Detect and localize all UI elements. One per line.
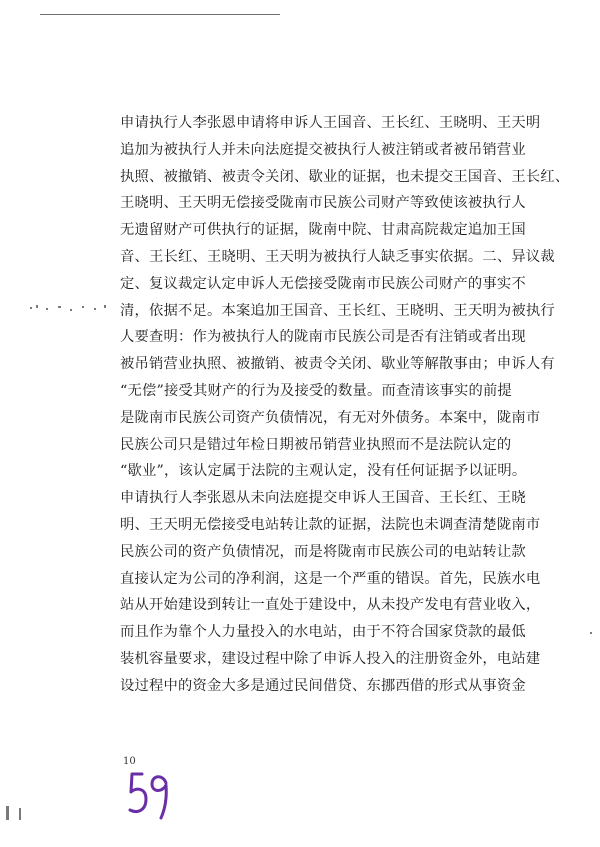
text-line: 站从开始建设到转让一直处于建设中，从未投产发电有营业收入， <box>120 597 541 614</box>
page-number: 10 <box>123 756 136 767</box>
scan-speck <box>82 306 84 308</box>
scan-speck <box>36 305 38 308</box>
text-line: 被吊销营业执照、被撤销、被责令关闭、歇业等解散事由；申诉人有 <box>120 356 555 373</box>
top-rule <box>40 14 280 15</box>
scan-speck <box>6 806 9 820</box>
text-line: 清，依据不足。本案追加王国音、王长红、王晓明、王天明为被执行 <box>120 302 555 319</box>
text-line: “歇业”，该认定属于法院的主观认定，没有任何证据予以证明。 <box>120 463 527 480</box>
handwritten-page-number <box>126 766 174 826</box>
scan-speck <box>94 308 96 310</box>
text-line: 音、王长红、王晓明、王天明为被执行人缺乏事实依据。二、异议裁 <box>120 248 555 265</box>
text-line: 定、复议裁定认定申诉人无偿接受陇南市民族公司财产的事实不 <box>120 275 526 292</box>
text-line: 民族公司只是错过年检日期被吊销营业执照而不是法院认定的 <box>120 436 512 453</box>
scan-speck <box>70 309 72 311</box>
text-line: 直接认定为公司的净利润，这是一个严重的错误。首先，民族水电 <box>120 570 541 587</box>
scan-speck <box>19 808 21 820</box>
handwritten-59-icon <box>126 766 174 822</box>
body-text <box>120 110 580 700</box>
text-line: 而且作为靠个人力量投入的水电站，由于不符合国家贷款的最低 <box>120 624 526 641</box>
text-line: 明、王天明无偿接受电站转让款的证据，法院也未调查清楚陇南市 <box>120 516 541 533</box>
scan-speck <box>58 306 61 308</box>
scan-speck <box>590 632 592 634</box>
text-line: 申请执行人李张恩申请将申诉人王国音、王长红、王晓明、王天明 <box>120 115 541 131</box>
text-line: “无偿”接受其财产的行为及接受的数量。而查清该事实的前提 <box>120 382 512 399</box>
text-line: 无遗留财产可供执行的证据，陇南中院、甘肃高院裁定追加王国 <box>120 222 526 239</box>
text-line: 是陇南市民族公司资产负债情况，有无对外债务。本案中，陇南市 <box>120 409 541 426</box>
text-line: 王晓明、王天明无偿接受陇南市民族公司财产等致使该被执行人 <box>120 195 526 212</box>
text-line: 民族公司的资产负债情况，而是将陇南市民族公司的电站转让款 <box>120 543 526 560</box>
text-line: 人要查明：作为被执行人的陇南市民族公司是否有注销或者出现 <box>120 329 526 346</box>
scan-speck <box>30 307 32 309</box>
text-line: 装机容量要求，建设过程中除了申诉人投入的注册资金外，电站建 <box>120 650 541 667</box>
scan-speck <box>46 308 48 310</box>
text-line: 申请执行人李张恩从未向法庭提交申诉人王国音、王长红、王晓 <box>120 490 526 507</box>
text-line: 设过程中的资金大多是通过民间借贷、东挪西借的形式从事资金 <box>120 677 526 694</box>
scan-speck <box>104 305 106 308</box>
text-line: 执照、被撤销、被责令关闭、歇业的证据，也未提交王国音、王长红、 <box>120 168 570 185</box>
text-line: 追加为被执行人并未向法庭提交被执行人被注销或者被吊销营业 <box>120 141 526 158</box>
